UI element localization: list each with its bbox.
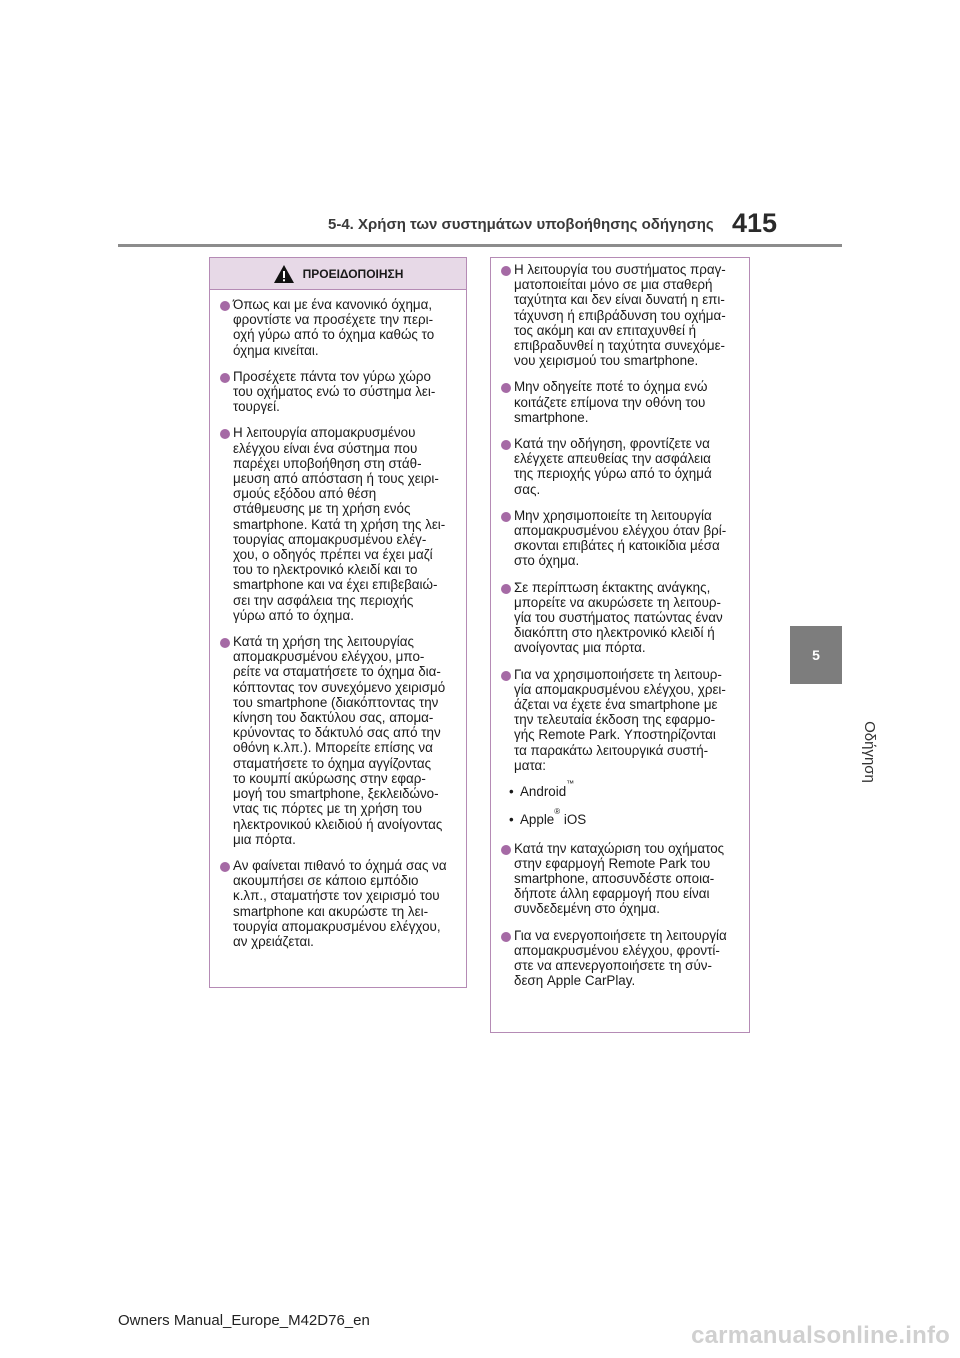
- warning-item: [501, 508, 741, 569]
- warning-box: [209, 257, 467, 988]
- watermark[interactable]: carmanualsonline.info: [691, 1322, 950, 1349]
- warning-item: [501, 841, 741, 917]
- warning-header: [210, 258, 466, 290]
- bullet-icon: [501, 440, 511, 450]
- bullet-icon: [501, 266, 511, 276]
- bullet-icon: [501, 383, 511, 393]
- warning-item-text: Η λειτουργία απομακρυσμένου ελέγχου είναι ένα σύστημα που παρέχει υποβοήθηση στη στάθ- μευση από απόσταση ή τους χειρι- σμούς εξόδου από θέση στάθμευσης με τη χρήση ενός smartphone. Κατά τη χρήση της λει- τουργίας απομακρυσμένου ελέγ- χου, ο οδηγός πρέπει να έχει μαζί του το ηλεκτρονικό κλειδί και το smartphone και να έχει επιβεβαιώ- σει την ασφάλεια της περιοχής γύρω από το όχημα.: [233, 425, 446, 623]
- warning-item-text: Όπως και με ένα κανονικό όχημα, φροντίστε να προσέχετε την περι- οχή γύρω από το όχημα καθώς το όχημα κινείται.: [233, 297, 435, 358]
- warning-item-text: Για να χρησιμοποιήσετε τη λειτουρ- γία απομακρυσμένου ελέγχου, χρει- άζεται να έχετε ένα smartphone με την τελευταία έκδοση της εφαρμο- γής Remote Park. Υποστηρίζονται τα παρακάτω λειτουργικά συστή- ματα:: [514, 666, 726, 773]
- warning-item: [220, 369, 458, 415]
- warning-item: [501, 580, 741, 656]
- warning-item-text: Κατά την οδήγηση, φροντίζετε να ελέγχετε απευθείας την ασφάλεια της περιοχής γύρω από το όχημά σας.: [514, 436, 712, 497]
- warning-continuation-box: [490, 257, 750, 1033]
- trademark-mark: ™: [566, 779, 575, 789]
- bullet-icon: [220, 429, 230, 439]
- footer-manual-name: Owners Manual_Europe_M42D76_en: [118, 1312, 370, 1329]
- chapter-tab[interactable]: [790, 626, 842, 684]
- warning-item: [501, 928, 741, 989]
- bullet-icon: [220, 301, 230, 311]
- registered-mark: ®: [554, 807, 561, 817]
- warning-item: [220, 858, 458, 949]
- os-name-suffix: iOS: [560, 812, 587, 828]
- bullet-icon: [220, 862, 230, 872]
- os-name: Android: [520, 784, 567, 800]
- chapter-number: 5: [812, 647, 820, 663]
- warning-item-text: Κατά την καταχώριση του οχήματος στην εφαρμογή Remote Park του smartphone, αποσυνδέστε οποια- δήποτε άλλη εφαρμογή που είναι συνδεδεμένη στο όχημα.: [514, 840, 725, 917]
- bullet-icon: [501, 671, 511, 681]
- sub-bullet: •: [509, 784, 514, 800]
- warning-list: [210, 290, 466, 949]
- os-list-item-android: [509, 779, 741, 800]
- warning-title: ΠΡΟΕΙΔΟΠΟΙΗΣΗ: [302, 266, 404, 281]
- warning-item-text: Μην οδηγείτε ποτέ το όχημα ενώ κοιτάζετε επίμονα την οθόνη του smartphone.: [514, 379, 708, 425]
- warning-item: [220, 425, 458, 623]
- bullet-icon: [220, 638, 230, 648]
- bullet-icon: [501, 932, 511, 942]
- warning-item: [501, 262, 741, 368]
- chapter-label: Οδήγηση: [861, 721, 879, 783]
- page-number: 415: [732, 208, 778, 238]
- warning-item-text: Μην χρησιμοποιείτε τη λειτουργία απομακρυσμένου ελέγχου όταν βρί- σκονται επιβάτες ή κατοικίδια μέσα στο όχημα.: [514, 507, 727, 569]
- header-divider: [118, 244, 842, 247]
- warning-item: [220, 634, 458, 847]
- warning-item-text: Η λειτουργία του συστήματος πραγ- ματοποιείται μόνο σε μια σταθερή ταχύτητα και δεν είναι δυνατή η επι- τάχυνση ή επιβράδυνση του οχήμα- τος ακόμη και αν επιταχυνθεί ή επιβραδυνθεί η ταχύτητα συνεχόμε- νου χειρισμού του smartphone.: [514, 262, 726, 369]
- os-list-item-ios: [509, 807, 741, 828]
- os-name: Apple: [520, 812, 555, 828]
- section-title: 5-4. Χρήση των συστημάτων υποβοήθησης οδήγησης: [328, 216, 714, 233]
- warning-item-text: Αν φαίνεται πιθανό το όχημά σας να ακουμπήσει σε κάποιο εμπόδιο κ.λπ., σταματήστε τον χειρισμό του smartphone και ακυρώστε τη λει- τουργία απομακρυσμένου ελέγχου, αν χρειάζεται.: [233, 857, 447, 949]
- warning-item: [501, 436, 741, 497]
- warning-item: [501, 667, 741, 773]
- warning-item-text: Προσέχετε πάντα τον γύρω χώρο του οχήματος ενώ το σύστημα λει- τουργεί.: [233, 368, 436, 415]
- warning-item-text: Κατά τη χρήση της λειτουργίας απομακρυσμένου ελέγχου, μπο- ρείτε να σταματήσετε το όχημα δια- κόπτοντας τον συνεχόμενο χειρισμό του smartphone (διακόπτοντας την κίνηση του δακτύλου σας, απομα- κρύνοντας το δάκτυλό σας από την οθόνη κ.λπ.). Μπορείτε επίσης να σταματήσετε το όχημα αγγίζοντας το κουμπί ακύρωσης στην εφαρ- μογή του smartphone, ξεκλειδώνο- ντας τις πόρτες με τη χρήση του ηλεκτρονικού κλειδιού ή ανοίγοντας μια πόρτα.: [233, 634, 446, 847]
- sub-bullet: •: [509, 812, 514, 828]
- warning-triangle-icon: [273, 264, 295, 284]
- warning-item-text: Για να ενεργοποιήσετε τη λειτουργία απομακρυσμένου ελέγχου, φροντί- στε να απενεργοποιήσετε τη σύν- δεση Apple CarPlay.: [514, 927, 727, 989]
- bullet-icon: [501, 584, 511, 594]
- bullet-icon: [220, 373, 230, 383]
- warning-item: [501, 379, 741, 425]
- bullet-icon: [501, 512, 511, 522]
- warning-item-text: Σε περίπτωση έκτακτης ανάγκης, μπορείτε να ακυρώσετε τη λειτουρ- γία του συστήματος πατώντας έναν διακόπτη στο ηλεκτρονικό κλειδί ή ανοίγοντας μια πόρτα.: [514, 579, 723, 656]
- bullet-icon: [501, 845, 511, 855]
- warning-item: [220, 297, 458, 358]
